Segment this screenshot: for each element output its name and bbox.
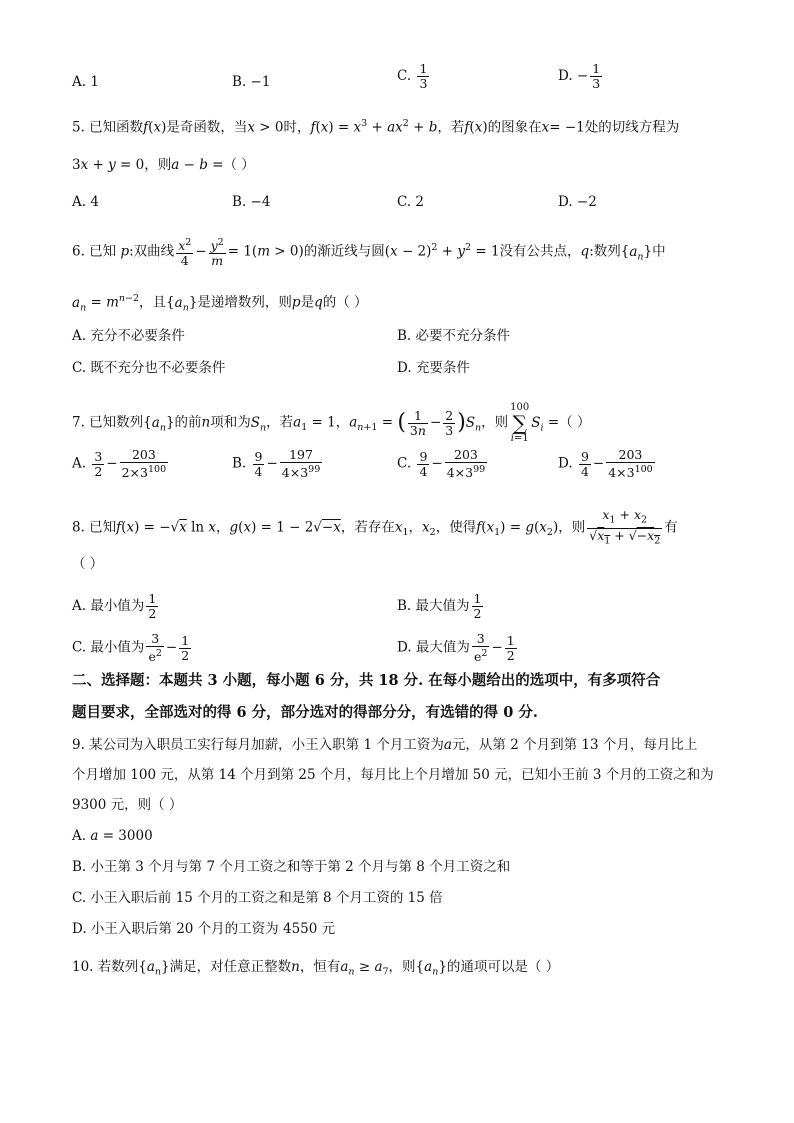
q4-option-d: D. − $\frac{1}{3}$ [558,61,601,91]
q5-stem-line2: 3x + y = 0，则a − b =（ ） [72,157,255,173]
q6-option-a: A. 充分不必要条件 [72,328,185,344]
q8-stem: 8. 已知f(x) = −√x ln x，g(x) = 1 − 2√−x，若存在$x_1$，$x_2$，使得$f(x_1) = g(x_2)$，则 $\frac{x_1 + x_2}{√x_1 + √-x_2}$ 有 [72,507,678,546]
q6-option-d: D. 充要条件 [397,360,470,376]
q9-stem-line2: 个月增加 100 元，从第 14 个月到第 25 个月，每月比上个月增加 50 元，已知小王前 3 个月的工资之和为 [72,767,714,783]
section2-heading-line1: 二、选择题：本题共 3 小题，每小题 6 分，共 18 分. 在每小题给出的选项中，有多项符合 [72,672,661,689]
q9-option-b: B. 小王第 3 个月与第 7 个月工资之和等于第 2 个月与第 8 个月工资之和 [72,859,511,875]
q8-option-b: B. 最大值为 $\frac{1}{2}$ [397,591,482,621]
section2-heading-line2: 题目要求，全部选对的得 6 分，部分选对的得部分分，有选错的得 0 分. [72,704,538,721]
q9-stem-line3: 9300 元，则（ ） [72,797,183,813]
q6-stem-line2: $a_n = m^{n-2}$，且$\{a_n\}$是递增数列，则p是q的（ ） [72,293,368,314]
q7-option-b: B. $\frac{9}{4}$ − $\frac{197}{4\times 3^{99}}$ [232,447,321,481]
q8-paren: （ ） [72,556,104,572]
q7-option-d: D. $\frac{9}{4}$ − $\frac{203}{4\times 3^{100}}$ [558,447,653,481]
q5-option-d: D. −2 [558,194,597,210]
q8-option-a: A. 最小值为 $\frac{1}{2}$ [72,591,157,621]
q4-option-c: C. $\frac{1}{3}$ [397,61,428,91]
q6-option-b: B. 必要不充分条件 [397,328,511,344]
q10-stem: 10. 若数列$\{a_n\}$满足，对任意正整数n，恒有$a_n \ge a_7$，则$\{a_n\}$的通项可以是（ ） [72,959,560,978]
q8-option-c: C. 最小值为 $\frac{3}{e^2}$ − $\frac{1}{2}$ [72,631,190,665]
q9-option-a: A. a = 3000 [72,828,153,844]
q6-stem-line1: 6. 已知 p:双曲线 $\frac{x^2}{4}$ − $\frac{y^2}{m}$ = 1(m > 0)的渐近线与圆$(x - 2)^2 + y^2 = 1$没有公共点，q:数列$\{a_n\}$中 [72,237,666,269]
q9-option-c: C. 小王入职后前 15 个月的工资之和是第 8 个月工资的 15 倍 [72,890,443,906]
q5-stem-line1: 5. 已知函数f(x)是奇函数，当x > 0时，$f(x) = x^3 + ax^2 + b$，若f(x)的图象在x= −1处的切线方程为 [72,118,680,136]
q5-option-b: B. −4 [232,194,271,210]
q7-stem: 7. 已知数列$\{a_n\}$的前n项和为$S_n$，若$a_1 = 1$，$a_{n+1}$ = ( $\frac{1}{3n}$ − $\frac{2}{3}$ )$S_n$，则100 ∑ $i=1S_i$ =（ ） [72,402,591,444]
q9-stem-line1: 9. 某公司为入职员工实行每月加薪，小王入职第 1 个月工资为a元，从第 2 个月到第 13 个月，每月比上 [72,737,698,753]
q9-option-d: D. 小王入职后第 20 个月的工资为 4550 元 [72,921,336,937]
q4-option-a: A. 1 [72,74,99,90]
q6-option-c: C. 既不充分也不必要条件 [72,360,226,376]
q7-option-c: C. $\frac{9}{4}$ − $\frac{203}{4\times 3^{99}}$ [397,447,486,481]
q8-option-d: D. 最大值为 $\frac{3}{e^2}$ − $\frac{1}{2}$ [397,631,515,665]
q7-option-a: A. $\frac{3}{2}$ − $\frac{203}{2\times 3^{100}}$ [72,447,167,481]
q4-option-b: B. −1 [232,74,271,90]
q5-option-a: A. 4 [72,194,99,210]
q5-option-c: C. 2 [397,194,425,210]
